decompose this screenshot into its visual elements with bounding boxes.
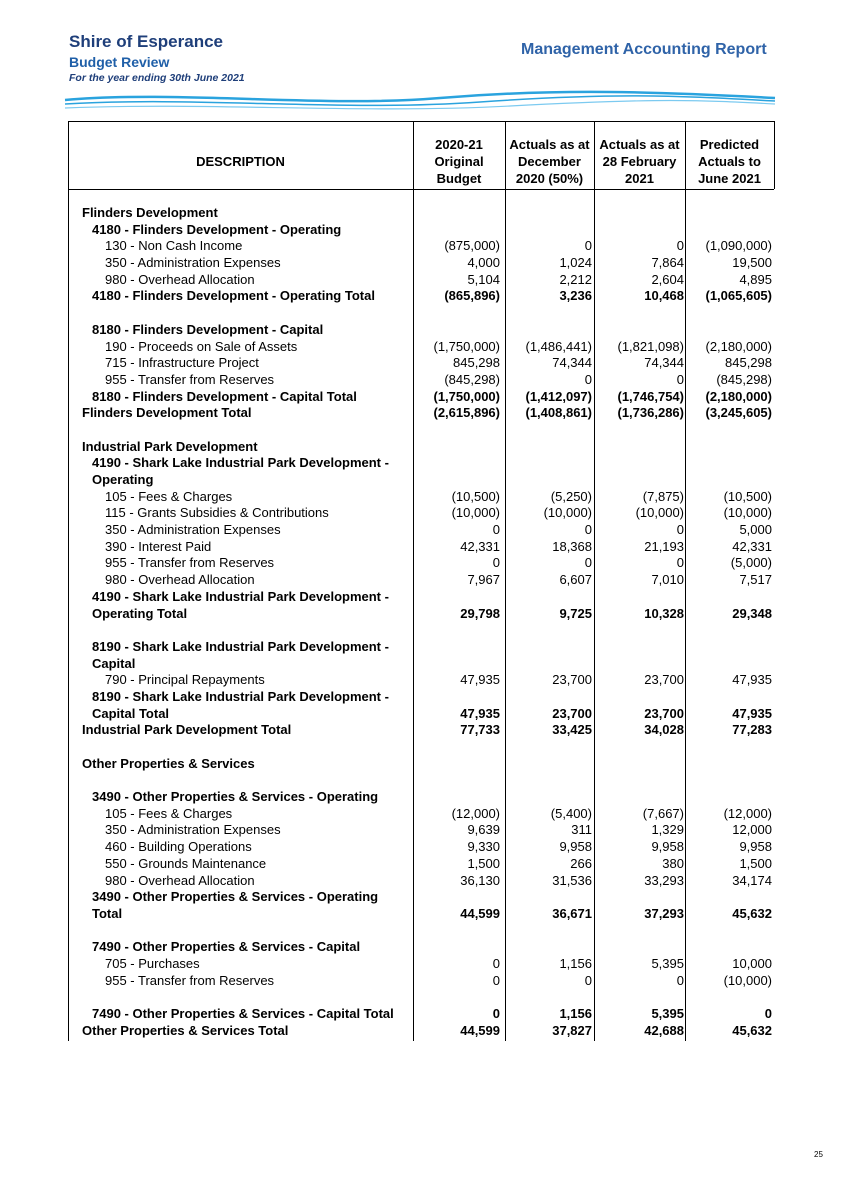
row-value: 42,331 [732, 538, 772, 554]
table-top-border [68, 121, 774, 122]
row-value: 9,725 [559, 605, 592, 621]
row-value: 36,130 [460, 872, 500, 888]
row-value: 19,500 [732, 255, 772, 271]
row-label: 980 - Overhead Allocation [105, 271, 255, 287]
row-label: Other Properties & Services Total [82, 1022, 289, 1038]
row-value: (12,000) [451, 805, 500, 821]
table-row [82, 572, 772, 589]
row-value: 0 [676, 238, 684, 254]
row-value: 0 [584, 555, 592, 571]
row-value: (5,250) [550, 488, 592, 504]
row-value: 29,348 [732, 605, 772, 621]
row-label: 7490 - Other Properties & Services - Capital [92, 939, 361, 955]
table-row [82, 389, 772, 406]
row-label: 4190 - Shark Lake Industrial Park Development - [92, 455, 389, 471]
row-value: 36,671 [552, 905, 592, 921]
table-row [82, 923, 772, 940]
row-label: 955 - Transfer from Reserves [105, 371, 275, 387]
row-value: (10,000) [723, 972, 772, 988]
row-value: 47,935 [460, 705, 500, 721]
row-value: (12,000) [723, 805, 772, 821]
table-row [82, 322, 772, 339]
row-label: Other Properties & Services [82, 755, 255, 771]
row-label: 955 - Transfer from Reserves [105, 555, 275, 571]
table-row [82, 722, 772, 739]
row-value: 845,298 [725, 355, 772, 371]
row-value: (1,746,754) [617, 388, 684, 404]
table-body [82, 205, 772, 1039]
row-value: (1,750,000) [433, 388, 500, 404]
row-value: 1,500 [739, 855, 772, 871]
header-actuals-december: Actuals as at December 2020 (50%) [509, 136, 590, 186]
row-value: 23,700 [552, 705, 592, 721]
row-value: 45,632 [732, 1022, 772, 1038]
row-value: (7,875) [642, 488, 684, 504]
row-label: 4180 - Flinders Development - Operating Total [92, 288, 375, 304]
table-row [82, 639, 772, 656]
row-value: 0 [676, 555, 684, 571]
row-value: (10,500) [451, 488, 500, 504]
row-value: 9,639 [467, 822, 500, 838]
row-value: 37,827 [552, 1022, 592, 1038]
table-row [82, 305, 772, 322]
table-row [82, 255, 772, 272]
row-value: 0 [676, 522, 684, 538]
table-row [82, 355, 772, 372]
table-row [82, 372, 772, 389]
row-label: 3490 - Other Properties & Services - Operating [92, 789, 379, 805]
table-row [82, 505, 772, 522]
table-row [82, 606, 772, 623]
row-value: (5,000) [730, 555, 772, 571]
table-row [82, 739, 772, 756]
row-label: 190 - Proceeds on Sale of Assets [105, 338, 298, 354]
row-value: (845,298) [716, 371, 772, 387]
row-label: 105 - Fees & Charges [105, 805, 233, 821]
row-value: 9,958 [739, 839, 772, 855]
row-label: 8190 - Shark Lake Industrial Park Development - [92, 638, 389, 654]
row-value: (5,400) [550, 805, 592, 821]
report-title: Management Accounting Report [521, 41, 767, 58]
header-original-budget: 2020-21 Original Budget [434, 136, 484, 186]
row-value: (7,667) [642, 805, 684, 821]
row-value: 47,935 [460, 672, 500, 688]
row-label: Total [92, 905, 123, 921]
col-divider [774, 121, 775, 189]
table-row [82, 672, 772, 689]
row-value: 45,632 [732, 905, 772, 921]
header-predicted-actuals: Predicted Actuals to June 2021 [698, 136, 761, 186]
row-value: (3,245,605) [705, 405, 772, 421]
table-row [82, 522, 772, 539]
row-value: 33,293 [644, 872, 684, 888]
row-value: 23,700 [644, 705, 684, 721]
row-label: 715 - Infrastructure Project [105, 355, 259, 371]
table-row [82, 339, 772, 356]
row-value: 21,193 [644, 538, 684, 554]
row-value: (1,408,861) [525, 405, 592, 421]
row-value: 311 [571, 822, 592, 838]
row-label: Industrial Park Development Total [82, 722, 292, 738]
row-value: 10,468 [644, 288, 684, 304]
row-value: 42,688 [644, 1022, 684, 1038]
row-value: 845,298 [453, 355, 500, 371]
row-value: 34,028 [644, 722, 684, 738]
row-value: (10,000) [635, 505, 684, 521]
table-row [82, 706, 772, 723]
header-actuals-february: Actuals as at 28 February 2021 [599, 136, 680, 186]
table-row [82, 906, 772, 923]
row-value: 5,395 [651, 955, 684, 971]
row-label: 980 - Overhead Allocation [105, 572, 255, 588]
row-value: (875,000) [444, 238, 500, 254]
row-label: Flinders Development Total [82, 405, 252, 421]
row-value: 2,212 [559, 271, 592, 287]
row-label: 105 - Fees & Charges [105, 488, 233, 504]
row-value: 0 [492, 522, 500, 538]
row-value: 37,293 [644, 905, 684, 921]
row-value: 0 [764, 1006, 772, 1021]
row-label: 350 - Administration Expenses [105, 255, 281, 271]
row-value: 74,344 [552, 355, 592, 371]
table-row [82, 472, 772, 489]
row-value: (1,090,000) [705, 238, 772, 254]
table-row [82, 822, 772, 839]
row-value: 7,517 [739, 572, 772, 588]
row-value: 29,798 [460, 605, 500, 621]
row-label: Industrial Park Development [82, 438, 258, 454]
row-label: 4190 - Shark Lake Industrial Park Development - [92, 588, 389, 604]
row-label: 955 - Transfer from Reserves [105, 972, 275, 988]
row-label: 8180 - Flinders Development - Capital Total [92, 388, 357, 404]
row-value: 0 [584, 238, 592, 254]
row-value: 44,599 [460, 905, 500, 921]
row-value: (10,000) [723, 505, 772, 521]
row-value: (10,500) [723, 488, 772, 504]
row-value: 23,700 [644, 672, 684, 688]
row-value: 0 [584, 972, 592, 988]
row-value: 31,536 [552, 872, 592, 888]
row-label: 130 - Non Cash Income [105, 238, 243, 254]
table-row [82, 455, 772, 472]
row-label: 460 - Building Operations [105, 839, 252, 855]
row-label: Operating Total [92, 605, 188, 621]
row-value: 6,607 [559, 572, 592, 588]
table-row [82, 956, 772, 973]
row-value: 0 [492, 1006, 500, 1021]
row-value: 47,935 [732, 672, 772, 688]
row-label: 980 - Overhead Allocation [105, 872, 255, 888]
table-row [82, 405, 772, 422]
table-row [82, 272, 772, 289]
row-value: 380 [662, 855, 684, 871]
table-row [82, 1006, 772, 1023]
row-value: 0 [492, 955, 500, 971]
row-value: (1,412,097) [525, 388, 592, 404]
row-label: 3490 - Other Properties & Services - Operating [92, 889, 379, 905]
table-row [82, 939, 772, 956]
row-value: (2,180,000) [705, 388, 772, 404]
row-value: (1,065,605) [705, 288, 772, 304]
row-value: 0 [584, 371, 592, 387]
row-value: (2,180,000) [705, 338, 772, 354]
row-label: 550 - Grounds Maintenance [105, 855, 267, 871]
row-value: 23,700 [552, 672, 592, 688]
row-label: 8190 - Shark Lake Industrial Park Development - [92, 688, 389, 704]
table-row [82, 789, 772, 806]
row-value: (1,821,098) [617, 338, 684, 354]
row-value: 4,000 [467, 255, 500, 271]
row-value: (865,896) [444, 288, 500, 304]
row-value: 7,010 [651, 572, 684, 588]
row-value: 9,958 [651, 839, 684, 855]
row-value: 18,368 [552, 538, 592, 554]
table-row [82, 973, 772, 990]
row-value: 4,895 [739, 271, 772, 287]
row-value: 9,330 [467, 839, 500, 855]
report-period: For the year ending 30th June 2021 [69, 72, 245, 84]
row-value: 3,236 [559, 288, 592, 304]
table-row [82, 689, 772, 706]
organisation-name: Shire of Esperance [69, 32, 224, 51]
page-number: 25 [814, 1150, 823, 1159]
row-value: 77,283 [732, 722, 772, 738]
row-label: 115 - Grants Subsidies & Contributions [105, 505, 329, 521]
table-row [82, 555, 772, 572]
table-row [82, 439, 772, 456]
row-value: 1,156 [559, 955, 592, 971]
row-value: 0 [492, 972, 500, 988]
row-value: 42,331 [460, 538, 500, 554]
table-row [82, 1023, 772, 1040]
row-label: 4180 - Flinders Development - Operating [92, 221, 342, 237]
row-value: 5,000 [739, 522, 772, 538]
row-value: 77,733 [460, 722, 500, 738]
table-row [82, 288, 772, 305]
row-value: (1,736,286) [617, 405, 684, 421]
row-value: 9,958 [559, 839, 592, 855]
table-row [82, 856, 772, 873]
row-value: 47,935 [732, 705, 772, 721]
row-value: 5,104 [467, 271, 500, 287]
row-value: 10,000 [732, 955, 772, 971]
table-row [82, 539, 772, 556]
row-value: (1,486,441) [525, 338, 592, 354]
row-label: 790 - Principal Repayments [105, 672, 265, 688]
row-value: 33,425 [552, 722, 592, 738]
row-value: (10,000) [543, 505, 592, 521]
row-value: (2,615,896) [433, 405, 500, 421]
row-label: Operating [92, 472, 154, 487]
row-value: 12,000 [732, 822, 772, 838]
row-value: 2,604 [651, 271, 684, 287]
row-value: (845,298) [444, 371, 500, 387]
table-row [82, 772, 772, 789]
row-value: 5,395 [651, 1006, 684, 1021]
row-value: 44,599 [460, 1022, 500, 1038]
row-label: Capital [92, 655, 136, 671]
row-value: 266 [570, 855, 592, 871]
row-value: 34,174 [732, 872, 772, 888]
table-row [82, 422, 772, 439]
table-row [82, 806, 772, 823]
report-subtitle: Budget Review [69, 54, 170, 70]
row-value: 7,967 [467, 572, 500, 588]
row-label: Capital Total [92, 705, 170, 721]
row-value: (10,000) [451, 505, 500, 521]
row-label: Flinders Development [82, 205, 218, 220]
row-value: 0 [492, 555, 500, 571]
table-row [82, 656, 772, 673]
row-value: 1,329 [651, 822, 684, 838]
row-label: 350 - Administration Expenses [105, 822, 281, 838]
table-row [82, 238, 772, 255]
row-value: 7,864 [651, 255, 684, 271]
wave-decoration [60, 86, 780, 114]
row-value: 74,344 [644, 355, 684, 371]
row-value: 0 [676, 371, 684, 387]
table-row [82, 222, 772, 239]
row-label: 390 - Interest Paid [105, 538, 212, 554]
col-divider [68, 121, 69, 1041]
row-label: 350 - Administration Expenses [105, 522, 281, 538]
table-row [82, 989, 772, 1006]
table-row [82, 889, 772, 906]
table-row [82, 205, 772, 222]
table-row [82, 756, 772, 773]
table-row [82, 589, 772, 606]
table-row [82, 873, 772, 890]
row-label: 705 - Purchases [105, 955, 200, 971]
row-value: 0 [676, 972, 684, 988]
row-label: 7490 - Other Properties & Services - Capital Total [92, 1006, 394, 1021]
table-row [82, 622, 772, 639]
row-value: 0 [584, 522, 592, 538]
table-row [82, 839, 772, 856]
row-value: 10,328 [644, 605, 684, 621]
row-label: 8180 - Flinders Development - Capital [92, 321, 324, 337]
row-value: 1,024 [559, 255, 592, 271]
header-description: DESCRIPTION [196, 153, 285, 169]
row-value: 1,500 [467, 855, 500, 871]
row-value: 1,156 [559, 1006, 592, 1021]
table-row [82, 489, 772, 506]
row-value: (1,750,000) [433, 338, 500, 354]
